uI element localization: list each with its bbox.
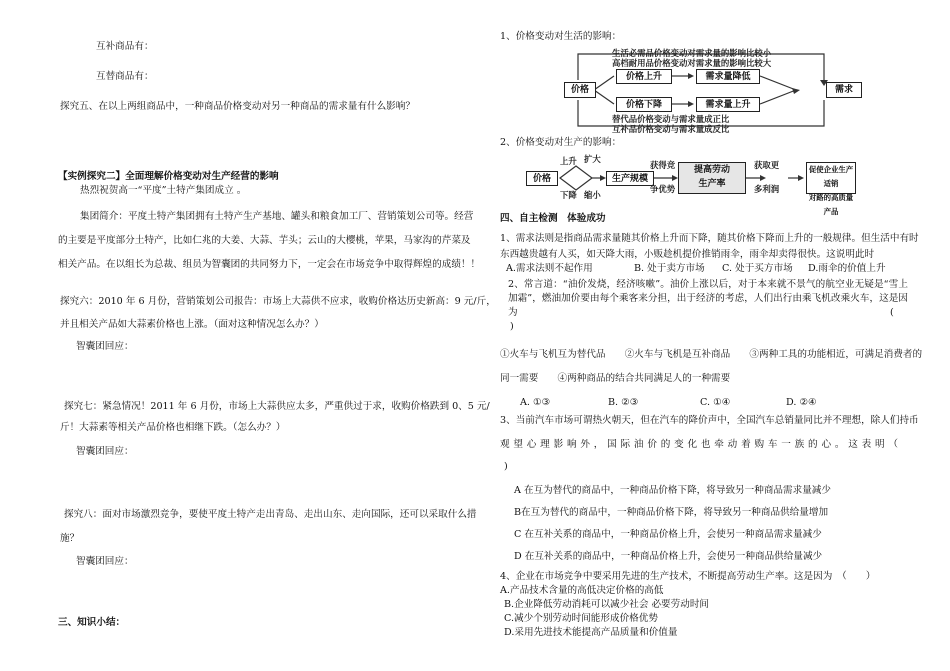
question3-line2: 观 望 心 理 影 响 外 ， 国 际 油 价 的 变 化 也 牵 动 着 购 车 一 族 的 心 。 这 表 明 （ [500, 439, 898, 450]
q2-option-b: B. ②③ [608, 397, 639, 408]
explore-five: 探究五、在以上两组商品中，一种商品价格变动对另一种商品的需求量有什么影响？ [60, 101, 415, 112]
item-price-life: 1、价格变动对生活的影响： [500, 31, 622, 42]
box-quantity-up: 需求量上升 [696, 97, 760, 112]
group-intro-line3: 相关产品。在以组长为总裁、组员为智囊团的共同努力下，一定会在市场竞争中取得辉煌的成绩！！ [58, 259, 481, 270]
box-labor-productivity [678, 162, 746, 194]
complement-goods-label: 互补商品有： [96, 41, 154, 52]
q4-option-c: C.减少个别劳动时间能形成价格优势 [504, 613, 658, 624]
case-intro: 热烈祝贺高一“平度”土特产集团成立 。 [80, 185, 247, 196]
knowledge-summary-heading: 三、知识小结： [58, 617, 126, 628]
explore-seven-line2: 斤！大蒜素等相关产品价格也相继下跌。（怎么办？） [60, 422, 286, 433]
question4: 4、企业在市场竞争中要采用先进的生产技术，不断提高劳动生产率。这是因为 （ ） [500, 571, 876, 582]
q1-option-b: B. 处于卖方市场 [634, 263, 705, 274]
group-intro-line2: 的主要是平度部分土特产，比如仁兆的大姜、大蒜、芋头；云山的大樱桃，苹果，马家沟的芹菜及 [58, 235, 471, 246]
promote-line2: 对路的高质量产品 [808, 193, 854, 216]
box-price-down: 价格下降 [616, 97, 672, 112]
question3-line1: 3、当前汽车市场可谓热火朝天，但在汽车的降价声中，全国汽车总销量同比并不理想，除人们持币 [500, 415, 919, 426]
box-quantity-down: 需求量降低 [696, 69, 760, 84]
question1-line2: 东西越贵越有人买，如天降大雨，小贩趁机提价推销雨伞，雨伞却卖得很快。这说明此时 [500, 249, 875, 260]
caption-substitutes: 替代品价格变动与需求量成正比 [612, 114, 730, 124]
reply-label-eight: 智囊团回应： [76, 556, 134, 567]
q4-option-b: B.企业降低劳动消耗可以减少社会 必要劳动时间 [504, 599, 710, 610]
labor-productivity-line1: 提高劳动 [693, 165, 730, 175]
explore-six-line1: 探究六：2010 年 6 月份，营销策划公司报告：市场上大蒜供不应求，收购价格达历史新高：9 元/斤， [60, 296, 496, 307]
question2-line2: 加霜”，燃油加价要由每个乘客来分担，出于经济的考虑，人们出行由乘飞机改乘火车，这是因 [508, 293, 908, 304]
diagram-price-life [556, 44, 866, 134]
q3-option-a: A 在互为替代的商品中，一种商品价格下降，将导致另一种商品需求量减少 [514, 485, 831, 496]
label-fall: 下降 [560, 190, 577, 200]
explore-seven-line1: 探究七：紧急情况！2011 年 6 月份，市场上大蒜供应太多，严重供过于求，收购价格跌到 0、5 元/ [64, 401, 490, 412]
reply-label-seven: 智囊团回应： [76, 446, 134, 457]
caption-necessities: 生活必需品价格变动对需求量的影响比较小 [612, 48, 772, 58]
promote-line1: 促使企业生产适销 [808, 165, 854, 188]
caption-durables: 高档耐用品价格变动对需求量的影响比较大 [612, 58, 772, 68]
q2-statements-line1: ①火车与飞机互为替代品 ②火车与飞机是互补商品 ③两种工具的功能相近，可满足消费者的 [500, 349, 923, 360]
label-competitive-b: 争优势 [650, 184, 676, 194]
q2-paren-open: ( [890, 307, 894, 318]
explore-eight-line1: 探究八：面对市场激烈竞争，要使平度土特产走出青岛、走出山东、走向国际，还可以采取什么措 [64, 509, 477, 520]
q4-option-a: A.产品技术含量的高低决定价格的高低 [500, 585, 664, 596]
q2-option-a: A. ①③ [520, 397, 551, 408]
item-price-production: 2、价格变动对生产的影响： [500, 137, 622, 148]
box2-price: 价格 [526, 171, 558, 186]
question3-line3: ) [504, 461, 508, 472]
box-price-up: 价格上升 [616, 69, 672, 84]
question1-line1: 1、需求法则是指商品需求量随其价格上升而下降，随其价格下降而上升的一般规律。但生活中有时 [500, 233, 919, 244]
q4-option-d: D.采用先进技术能提高产品质量和价值量 [504, 627, 678, 638]
box-demand: 需求 [826, 82, 862, 98]
box-production-scale: 生产规模 [606, 171, 654, 186]
q2-option-c: C. ①④ [700, 397, 731, 408]
reply-label-six: 智囊团回应： [76, 341, 134, 352]
q3-option-d: D 在互补关系的商品中，一种商品价格上升，会使另一种商品供给量减少 [514, 551, 823, 562]
box-promote-enterprise [806, 162, 856, 216]
diagram-price-production [526, 152, 856, 216]
question2-line1: 2、常言道：“油价发烧，经济咳嗽”。油价上涨以后，对于本来就不景气的航空业无疑是“雪上 [508, 279, 908, 290]
q1-option-a: A.需求法则不起作用 [506, 263, 593, 274]
explore-eight-line2: 施？ [60, 533, 80, 544]
substitute-goods-label: 互替商品有： [96, 71, 154, 82]
q3-option-c: C 在互补关系的商品中，一种商品价格上升，会使另一种商品需求量减少 [514, 529, 822, 540]
label-shrink: 缩小 [584, 190, 601, 200]
label-profit-a: 获取更 [754, 160, 780, 170]
q1-option-c: C. 处于买方市场 [722, 263, 793, 274]
explore-six-line2: 并且相关产品如大蒜素价格也上涨。（面对这种情况怎么办？） [60, 319, 324, 330]
q1-option-d: D.雨伞的价值上升 [808, 263, 886, 274]
q2-option-d: D. ②④ [786, 397, 817, 408]
q2-statements-line2: 同一需要 ④两种商品的结合共同满足人的一种需要 [500, 373, 731, 384]
box-price: 价格 [564, 82, 596, 98]
label-expand: 扩大 [584, 154, 601, 164]
label-competitive-a: 获得竞 [650, 160, 676, 170]
q3-option-b: B在互为替代的商品中，一种商品价格下降，将导致另一种商品供给量增加 [514, 507, 829, 518]
group-intro-line1: 集团简介：平度土特产集团拥有土特产生产基地、罐头和粮食加工厂、营销策划公司等。经营 [80, 211, 474, 222]
case-study-title: 【实例探究二】全面理解价格变动对生产经营的影响 [58, 171, 279, 182]
label-rise: 上升 [560, 156, 577, 166]
question2-line3: 为 [508, 307, 518, 318]
section-self-test: 四、自主检测 体验成功 [500, 213, 606, 224]
labor-productivity-line2: 生产率 [698, 179, 726, 189]
caption-complements: 互补品价格变动与需求量成反比 [612, 124, 730, 134]
label-profit-b: 多利润 [754, 184, 780, 194]
q2-paren-close: ) [510, 321, 514, 332]
